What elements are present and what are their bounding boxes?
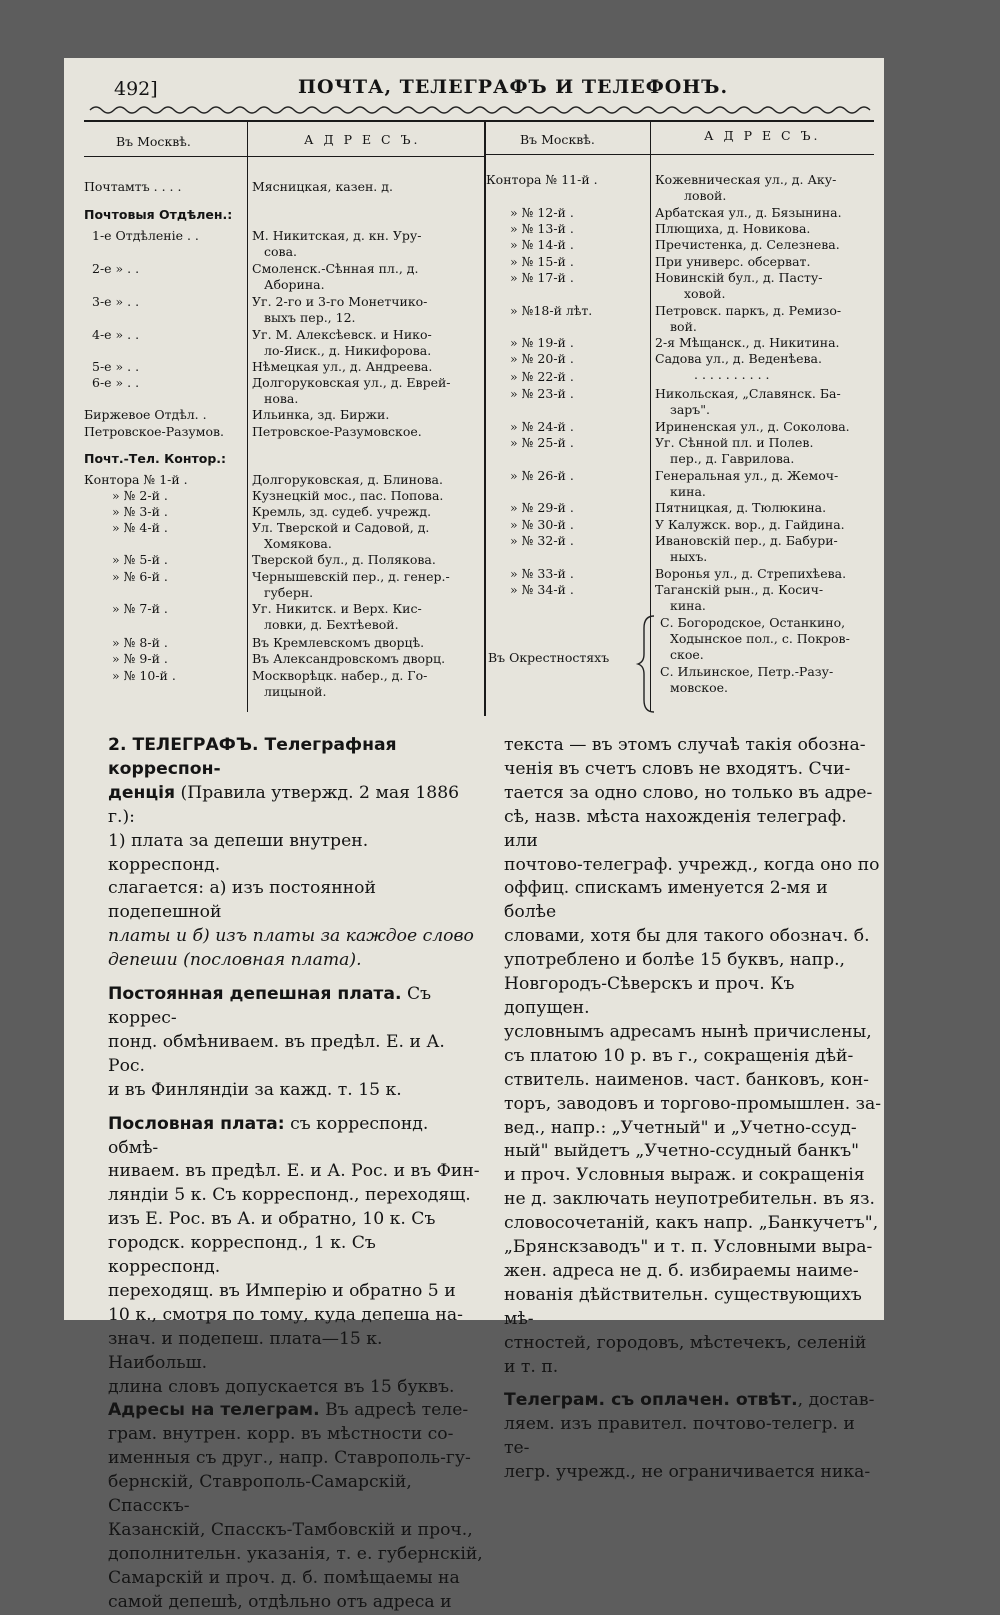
text-line: ниваем. въ предѣл. Е. и А. Рос. и въ Фин-: [108, 1161, 480, 1182]
reply-paid-heading: Телеграм. съ оплачен. отвѣт.: [504, 1390, 798, 1411]
text-line: „Брянскзаводъ" и т. п. Условными выра-: [504, 1237, 873, 1258]
th-place-left: Въ Москвѣ.: [116, 134, 191, 149]
right-addr-0a: Кожевническая ул., д. Аку-: [655, 172, 837, 187]
left-place-0: Почтамтъ . . . .: [84, 179, 182, 194]
left-addr-0: Мясницкая, казен. д.: [252, 179, 393, 194]
page-sheet: [64, 58, 884, 1612]
left-addr-12a: Кузнецкій мос., пас. Попова.: [252, 488, 444, 503]
text-line: изъ Е. Рос. въ А. и обратно, 10 к. Съ: [108, 1209, 436, 1230]
right-addr-14a: Пятницкая, д. Тюлюкина.: [655, 500, 827, 515]
text-line: ляем. изъ правител. почтово-телегр. и те-: [504, 1414, 855, 1459]
col-divider-left: [247, 122, 248, 712]
right-addr-11a: Ириненская ул., д. Соколова.: [655, 419, 850, 434]
text-line: словосочетаній, какъ напр. „Банкучетъ",: [504, 1213, 879, 1234]
left-addr-18a: Въ Кремлевскомъ дворцѣ.: [252, 635, 425, 650]
text-line: депеши (пословная плата).: [108, 950, 362, 971]
right-addr-3a: Пречистенка, д. Селезнева.: [655, 237, 840, 252]
right-place-9: » № 22-й .: [510, 369, 574, 384]
right-place-1: » № 12-й .: [510, 205, 574, 220]
right-addr-9a: . . . . . . . . . .: [694, 367, 770, 382]
table-top-rule: [84, 120, 874, 122]
right-place-12: » № 25-й .: [510, 435, 574, 450]
right-addr-10b: заръ".: [670, 402, 710, 417]
text-line: тается за одно слово, но только въ адре-: [504, 782, 873, 803]
text-line: съ корреспонд. обмѣ-: [108, 1113, 429, 1158]
text-line: съ платою 10 р. въ г., сокращенія дѣй-: [504, 1045, 854, 1066]
left-addr-2b: сова.: [264, 244, 297, 259]
text-line: употреблено и болѣе 15 буквъ, напр.,: [504, 950, 845, 971]
left-place-3: 2-е » . .: [92, 261, 140, 276]
text-line: Съ коррес-: [108, 984, 432, 1028]
suburbs-addr-2: ское.: [670, 647, 704, 662]
page-title: ПОЧТА, ТЕЛЕГРАФЪ И ТЕЛЕФОНЪ.: [298, 76, 729, 98]
right-place-17: » № 33-й .: [510, 566, 574, 581]
suburbs-brace: [634, 614, 662, 714]
left-addr-16b: губерн.: [264, 585, 314, 600]
right-place-7: » № 19-й .: [510, 335, 574, 350]
left-place-9: Петровское-Разумов.: [84, 424, 225, 439]
text-line: знач. и подепеш. плата—15 к. Наибольш.: [108, 1328, 383, 1373]
right-addr-16a: Ивановскій пер., д. Бабури-: [655, 533, 838, 548]
left-addr-7b: нова.: [264, 391, 299, 406]
left-place-19: » № 9-й .: [112, 651, 168, 666]
col-divider-center: [484, 122, 486, 716]
left-place-14: » № 4-й .: [112, 520, 168, 535]
text-line: сѣ, назв. мѣста нахожденія телеграф. или: [504, 806, 847, 851]
left-place-20: » № 10-й .: [112, 668, 176, 683]
left-addr-15a: Тверской бул., д. Полякова.: [252, 552, 436, 567]
right-addr-1a: Арбатская ул., д. Бязынина.: [655, 205, 842, 220]
text-line: длина словъ допускается въ 15 буквъ.: [108, 1376, 455, 1397]
text-line: Новгородъ-Сѣверскъ и проч. Къ допущен.: [504, 974, 795, 1018]
right-addr-4a: При универс. обсерват.: [655, 254, 811, 269]
right-addr-18a: Таганскій рын., д. Косич-: [655, 582, 824, 597]
left-addr-5a: Уг. М. Алексѣевск. и Нико-: [252, 327, 432, 342]
text-line: легр. учрежд., не ограничивается ника-: [504, 1462, 871, 1483]
left-heading-offices: Почт.-Тел. Контор.:: [84, 451, 227, 466]
left-place-4: 3-е » . .: [92, 294, 140, 309]
body-right-column: [504, 734, 882, 1485]
left-addr-4b: выхъ пер., 12.: [264, 310, 356, 325]
text-line: и проч. Условныя выраж. и сокращенія: [504, 1165, 865, 1186]
left-addr-19a: Въ Александровскомъ дворц.: [252, 651, 446, 666]
text-line: Самарскій и проч. д. б. помѣщаемы на: [108, 1567, 460, 1588]
text-line: платы и б) изъ платы за каждое слово: [108, 926, 474, 947]
left-place-2: 1-е Отдѣленіе . .: [92, 228, 199, 243]
page-number: 492]: [114, 78, 158, 100]
left-addr-8a: Ильинка, зд. Биржи.: [252, 407, 390, 422]
right-place-15: » № 30-й .: [510, 517, 574, 532]
page-header: [64, 58, 884, 128]
right-place-14: » № 29-й .: [510, 500, 574, 515]
left-addr-9a: Петровское-Разумовское.: [252, 424, 422, 439]
left-place-16: » № 6-й .: [112, 569, 168, 584]
right-addr-18b: кина.: [670, 598, 706, 613]
right-place-13: » № 26-й .: [510, 468, 574, 483]
text-line: Въ адресѣ теле-: [319, 1400, 469, 1421]
left-addr-3b: Аборина.: [264, 277, 325, 292]
right-place-3: » № 14-й .: [510, 237, 574, 252]
text-line: оффиц. спискамъ именуется 2-мя и болѣе: [504, 878, 828, 923]
text-line: стностей, городовъ, мѣстечекъ, селеній: [504, 1332, 867, 1353]
left-place-8: Биржевое Отдѣл. .: [84, 407, 207, 422]
right-addr-16b: ныхъ.: [670, 549, 708, 564]
left-addr-3a: Смоленск.-Сѣнная пл., д.: [252, 261, 419, 276]
text-line: текста — въ этомъ случаѣ такія обозна-: [504, 735, 866, 755]
left-addr-14a: Ул. Тверской и Садовой, д.: [252, 520, 430, 535]
left-place-11: Контора № 1-й .: [84, 472, 188, 487]
suburbs-addr-0: С. Богородское, Останкино,: [660, 615, 846, 630]
right-addr-15a: У Калужск. вор., д. Гайдина.: [655, 517, 845, 532]
right-addr-5a: Новинскій бул., д. Пасту-: [655, 270, 823, 285]
wavy-rule: [90, 103, 880, 117]
left-addr-2a: М. Никитская, д. кн. Уру-: [252, 228, 422, 243]
left-addr-6a: Нѣмецкая ул., д. Андреева.: [252, 359, 433, 374]
right-place-10: » № 23-й .: [510, 386, 574, 401]
right-place-8: » № 20-й .: [510, 351, 574, 366]
left-addr-7a: Долгоруковская ул., д. Еврей-: [252, 375, 451, 390]
right-place-2: » № 13-й .: [510, 221, 574, 236]
right-addr-7a: 2-я Мѣщанск., д. Никитина.: [655, 335, 840, 350]
text-line: жен. адреса не д. б. избираемы наиме-: [504, 1260, 859, 1281]
text-line: ченія въ счетъ словъ не входятъ. Счи-: [504, 758, 851, 779]
left-addr-14b: Хомякова.: [264, 536, 332, 551]
left-place-12: » № 2-й .: [112, 488, 168, 503]
left-place-13: » № 3-й .: [112, 504, 168, 519]
right-addr-0b: ловой.: [684, 188, 727, 203]
body-left-column: [108, 734, 484, 1615]
text-line: и въ Финляндіи за кажд. т. 15 к.: [108, 1079, 402, 1100]
right-place-6: » №18-й лѣт.: [510, 303, 593, 318]
left-addr-5b: ло-Яиск., д. Никифорова.: [264, 343, 432, 358]
telegraph-heading: 2. ТЕЛЕГРАФЪ. Телеграфная корреспон-: [108, 735, 397, 779]
right-addr-10a: Никольская, „Славянск. Ба-: [655, 386, 841, 401]
text-line: условнымъ адресамъ нынѣ причислены,: [504, 1021, 872, 1042]
left-heading-postal: Почтовыя Отдѣлен.:: [84, 207, 233, 222]
text-line: словами, хотя бы для такого обознач. б.: [504, 926, 870, 947]
left-addr-13a: Кремль, зд. судеб. учрежд.: [252, 504, 432, 519]
right-addr-2a: Плющиха, д. Новикова.: [655, 221, 811, 236]
right-place-18: » № 34-й .: [510, 582, 574, 597]
text-line: 10 к., смотря по тому, куда депеша на-: [108, 1304, 463, 1325]
text-line: Казанскій, Спасскъ-Тамбовскій и проч.,: [108, 1520, 473, 1540]
text-line: городск. корреспонд., 1 к. Съ корреспонд.: [108, 1233, 376, 1278]
text-line: не д. заключать неупотребительн. въ яз.: [504, 1189, 875, 1210]
text-line: 1) плата за депеши внутрен. корреспонд.: [108, 830, 369, 875]
suburbs-addr-1: Ходынское пол., с. Покров-: [670, 631, 850, 646]
text-line: переходящ. въ Имперію и обратно 5 и: [108, 1280, 456, 1301]
text-line: нованія дѣйствительн. существующихъ мѣ-: [504, 1284, 862, 1329]
text-line: почтово-телеграф. учрежд., когда оно по: [504, 854, 880, 875]
left-place-7: 6-е » . .: [92, 375, 140, 390]
right-place-16: » № 32-й .: [510, 533, 574, 548]
text-line: дополнительн. указанія, т. е. губернскій,: [108, 1543, 483, 1564]
text-line: , достав-: [797, 1390, 875, 1411]
right-addr-5b: ховой.: [684, 286, 726, 301]
suburbs-addr-4: мовское.: [670, 680, 728, 695]
suburbs-addr-3: С. Ильинское, Петр.-Разу-: [660, 664, 834, 679]
text-line: самой депешѣ, отдѣльно отъ адреса и: [108, 1591, 452, 1612]
text-line: понд. обмѣниваем. въ предѣл. Е. и А. Рос.: [108, 1031, 445, 1076]
suburbs-label: Въ Окрестностяхъ: [488, 650, 610, 665]
text-line: слагается: а) изъ постоянной подепешной: [108, 878, 376, 923]
right-place-4: » № 15-й .: [510, 254, 574, 269]
right-addr-8a: Садова ул., д. Веденѣева.: [655, 351, 822, 366]
address-heading: Адресы на телеграм.: [108, 1400, 320, 1421]
left-addr-11a: Долгоруковская, д. Блинова.: [252, 472, 443, 487]
text-line: бернскій, Ставрополь-Самарскій, Спасскъ-: [108, 1472, 412, 1517]
fixed-fee-heading: Постоянная депешная плата.: [108, 984, 402, 1005]
left-addr-17b: ловки, д. Бехтѣевой.: [264, 617, 399, 632]
text-line: (Правила утвержд. 2 мая 1886 г.):: [108, 782, 460, 827]
right-place-5: » № 17-й .: [510, 270, 574, 285]
text-line: торъ, заводовъ и торгово-промышлен. за-: [504, 1093, 882, 1114]
right-addr-13a: Генеральная ул., д. Жемоч-: [655, 468, 839, 483]
th-place-right: Въ Москвѣ.: [520, 132, 595, 147]
right-addr-6b: вой.: [670, 319, 697, 334]
left-place-18: » № 8-й .: [112, 635, 168, 650]
left-addr-4a: Уг. 2-го и 3-го Монетчико-: [252, 294, 428, 309]
right-addr-17a: Воронья ул., д. Стрепихѣева.: [655, 566, 847, 581]
text-line: ляндіи 5 к. Съ корреспонд., переходящ.: [108, 1185, 471, 1206]
th-address-left: А Д Р Е С Ъ.: [304, 132, 421, 147]
right-place-0: Контора № 11-й .: [486, 172, 598, 187]
right-addr-12a: Уг. Сѣнной пл. и Полев.: [655, 435, 814, 450]
left-place-6: 5-е » . .: [92, 359, 140, 374]
right-addr-13b: кина.: [670, 484, 706, 499]
right-addr-12b: пер., д. Гаврилова.: [670, 451, 795, 466]
word-fee-heading: Пословная плата:: [108, 1113, 285, 1134]
left-place-17: » № 7-й .: [112, 601, 168, 616]
left-place-15: » № 5-й .: [112, 552, 168, 567]
left-addr-20a: Москворѣцк. набер., д. Го-: [252, 668, 428, 683]
table-header-rule-right: [484, 154, 874, 155]
text-line: грам. внутрен. корр. въ мѣстности со-: [108, 1424, 454, 1445]
th-address-right: А Д Р Е С Ъ.: [704, 128, 821, 143]
left-addr-16a: Чернышевскій пер., д. генер.-: [252, 569, 450, 584]
left-addr-17a: Уг. Никитск. и Верх. Кис-: [252, 601, 422, 616]
right-addr-6a: Петровск. паркъ, д. Ремизо-: [655, 303, 842, 318]
right-place-11: » № 24-й .: [510, 419, 574, 434]
text-line: и т. п.: [504, 1356, 559, 1377]
text-line: именныя съ друг., напр. Ставрополь-гу-: [108, 1448, 471, 1469]
telegraph-heading-cont: денція: [108, 782, 176, 803]
left-place-5: 4-е » . .: [92, 327, 140, 342]
text-line: ный" выйдетъ „Учетно-ссудный банкъ": [504, 1141, 860, 1162]
text-line: ствитель. наименов. част. банковъ, кон-: [504, 1069, 869, 1090]
left-addr-20b: лицыной.: [264, 684, 327, 699]
table-header-rule-left: [84, 156, 484, 157]
text-line: вед., напр.: „Учетный" и „Учетно-ссуд-: [504, 1117, 857, 1138]
